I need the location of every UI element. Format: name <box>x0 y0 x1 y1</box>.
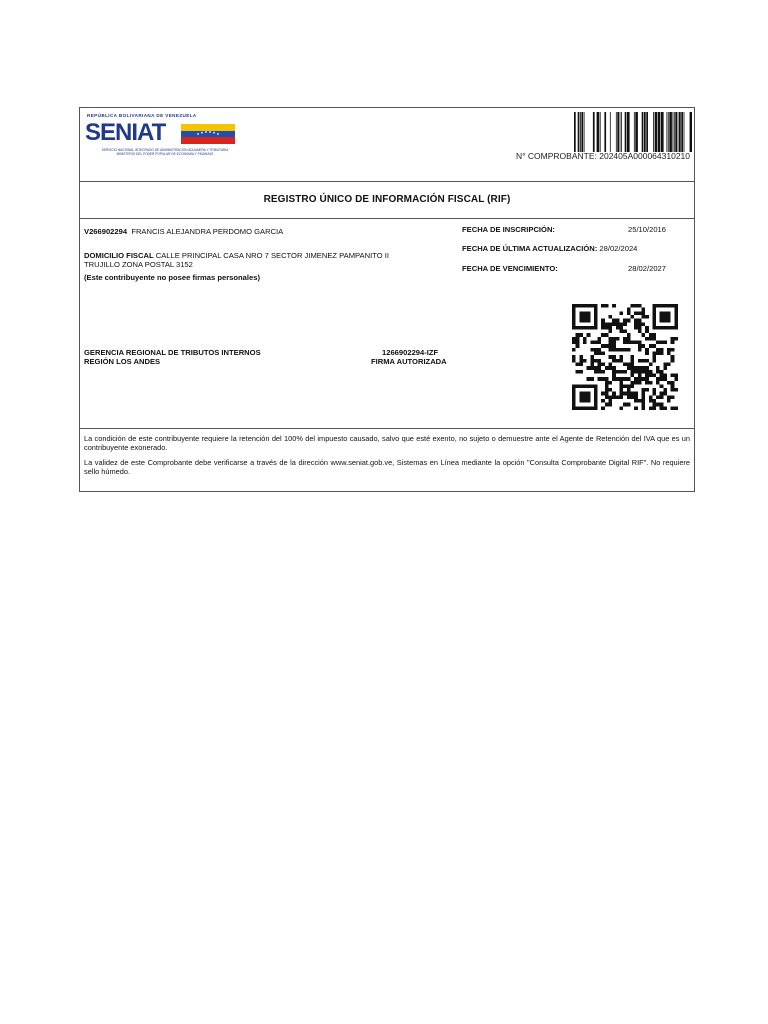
retention-note: La condición de este contribuyente requiere la retención del 100% del impuesto causado, salvo que esté exento, no sujeto o demuestre ante el Agente de Retención del IVA que es un contribuyente exonerado. <box>84 434 690 452</box>
gerencia-line-2: REGIÓN LOS ANDES <box>84 357 161 366</box>
vencimiento-value: 28/02/2027 <box>628 264 667 273</box>
taxpayer-line <box>84 227 283 236</box>
actualizacion-row <box>462 244 637 253</box>
domicilio-line-2: TRUJILLO ZONA POSTAL 3152 <box>84 260 193 269</box>
inscripcion-label: FECHA DE INSCRIPCIÓN: <box>462 225 555 234</box>
domicilio-label: DOMICILIO FISCAL <box>84 251 154 260</box>
firma-label: FIRMA AUTORIZADA <box>371 357 447 366</box>
firmas-note: (Este contribuyente no posee firmas personales) <box>84 273 260 282</box>
rif-number: V266902294 <box>84 227 128 236</box>
validity-note: La validez de este Comprobante debe verificarse a través de la dirección www.seniat.gob.ve, Sistemas en Línea mediante la opción "Consulta Comprobante Digital RIF". No requiere sello húmedo. <box>84 458 690 476</box>
republica-text: REPÚBLICA BOLIVARIANA DE VENEZUELA <box>87 113 197 118</box>
rif-certificate <box>79 107 695 492</box>
taxpayer-name: FRANCIS ALEJANDRA PERDOMO GARCIA <box>131 227 284 236</box>
barcode-icon <box>574 112 692 152</box>
seniat-wordmark: SENIAT <box>85 119 166 146</box>
qr-code-icon <box>572 303 678 411</box>
domicilio-line-1 <box>84 251 389 260</box>
actualizacion-label: FECHA DE ÚLTIMA ACTUALIZACIÓN: <box>462 244 598 253</box>
vencimiento-label: FECHA DE VENCIMIENTO: <box>462 264 558 273</box>
venezuela-flag-icon <box>181 124 235 144</box>
certificate-header <box>80 108 694 182</box>
comprobante-number: N° COMPROBANTE: 202405A000064310210 <box>516 151 690 161</box>
gerencia-line-1: GERENCIA REGIONAL DE TRIBUTOS INTERNOS <box>84 348 261 357</box>
firma-code: 1266902294-IZF <box>382 348 439 357</box>
certificate-footer <box>80 428 694 491</box>
inscripcion-value: 25/10/2016 <box>628 225 667 234</box>
logo-subtitle: SERVICIO NACIONAL INTEGRADO DE ADMINISTRACIÓN ADUANERA Y TRIBUTARIA MINISTERIO DEL PODER POPULAR DE ECONOMÍA Y FINANZAS <box>101 148 229 156</box>
title-band <box>80 181 694 219</box>
seniat-logo <box>85 113 245 163</box>
actualizacion-value: 28/02/2024 <box>599 244 638 253</box>
document-title: REGISTRO ÚNICO DE INFORMACIÓN FISCAL (RIF) <box>263 194 511 205</box>
domicilio-value: CALLE PRINCIPAL CASA NRO 7 SECTOR JIMENEZ PAMPANITO II <box>155 251 389 260</box>
